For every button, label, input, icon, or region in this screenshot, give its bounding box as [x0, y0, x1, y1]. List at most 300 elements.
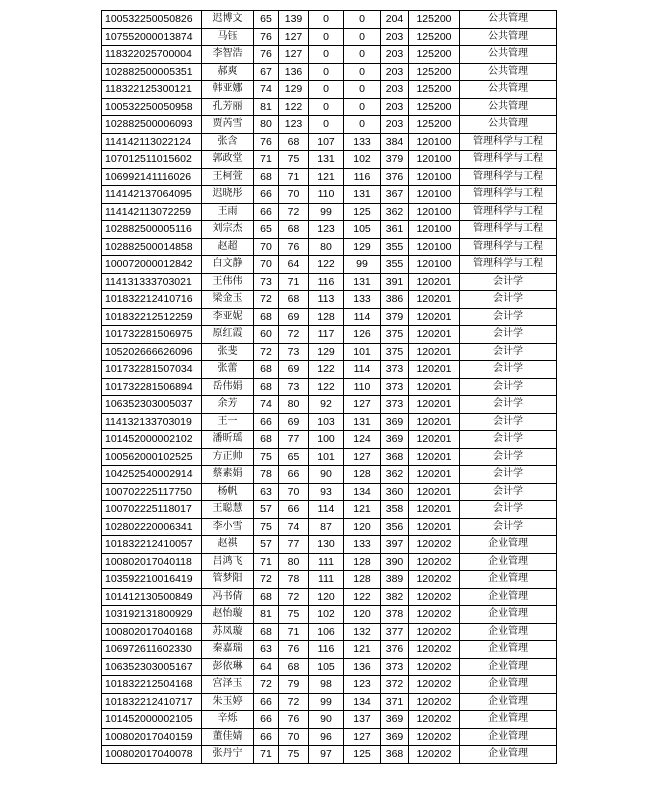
name-cell: 彭依琳 [202, 658, 254, 676]
subject2-score-cell: 120 [344, 606, 381, 624]
subject2-score-cell: 0 [344, 11, 381, 29]
subject1-score-cell: 121 [309, 168, 344, 186]
exam-id-cell: 101732281507034 [102, 361, 202, 379]
major-name-cell: 企业管理 [460, 658, 557, 676]
subject2-score-cell: 131 [344, 186, 381, 204]
major-name-cell: 管理科学与工程 [460, 238, 557, 256]
subject2-score-cell: 121 [344, 501, 381, 519]
subject2-score-cell: 0 [344, 46, 381, 64]
politics-score-cell: 66 [254, 203, 279, 221]
politics-score-cell: 74 [254, 81, 279, 99]
exam-id-cell: 101452000002102 [102, 431, 202, 449]
foreign-language-score-cell: 72 [279, 326, 309, 344]
total-score-cell: 373 [381, 396, 409, 414]
foreign-language-score-cell: 77 [279, 536, 309, 554]
major-name-cell: 管理科学与工程 [460, 133, 557, 151]
subject1-score-cell: 116 [309, 641, 344, 659]
total-score-cell: 203 [381, 98, 409, 116]
table-row [102, 588, 557, 606]
table-row [102, 483, 557, 501]
subject1-score-cell: 97 [309, 746, 344, 764]
name-cell: 潘昕瑶 [202, 431, 254, 449]
major-name-cell: 会计学 [460, 326, 557, 344]
major-name-cell: 企业管理 [460, 676, 557, 694]
table-row [102, 606, 557, 624]
foreign-language-score-cell: 69 [279, 413, 309, 431]
foreign-language-score-cell: 136 [279, 63, 309, 81]
major-name-cell: 企业管理 [460, 711, 557, 729]
subject2-score-cell: 134 [344, 693, 381, 711]
name-cell: 赵超 [202, 238, 254, 256]
total-score-cell: 362 [381, 203, 409, 221]
major-code-cell: 120100 [409, 256, 460, 274]
major-name-cell: 会计学 [460, 361, 557, 379]
major-code-cell: 120202 [409, 641, 460, 659]
total-score-cell: 373 [381, 361, 409, 379]
total-score-cell: 355 [381, 238, 409, 256]
major-code-cell: 120202 [409, 693, 460, 711]
major-name-cell: 企业管理 [460, 536, 557, 554]
foreign-language-score-cell: 73 [279, 378, 309, 396]
name-cell: 蔡素娟 [202, 466, 254, 484]
politics-score-cell: 68 [254, 378, 279, 396]
major-name-cell: 企业管理 [460, 606, 557, 624]
major-name-cell: 公共管理 [460, 116, 557, 134]
major-name-cell: 企业管理 [460, 728, 557, 746]
foreign-language-score-cell: 73 [279, 343, 309, 361]
major-code-cell: 120202 [409, 676, 460, 694]
major-code-cell: 120201 [409, 396, 460, 414]
politics-score-cell: 67 [254, 63, 279, 81]
major-name-cell: 管理科学与工程 [460, 186, 557, 204]
politics-score-cell: 64 [254, 658, 279, 676]
major-name-cell: 企业管理 [460, 553, 557, 571]
subject2-score-cell: 127 [344, 448, 381, 466]
major-code-cell: 120100 [409, 203, 460, 221]
exam-id-cell: 101832212504168 [102, 676, 202, 694]
politics-score-cell: 74 [254, 396, 279, 414]
total-score-cell: 379 [381, 151, 409, 169]
exam-id-cell: 100702225118017 [102, 501, 202, 519]
exam-id-cell: 103192131800929 [102, 606, 202, 624]
name-cell: 李小雪 [202, 518, 254, 536]
foreign-language-score-cell: 68 [279, 658, 309, 676]
subject2-score-cell: 116 [344, 168, 381, 186]
politics-score-cell: 76 [254, 133, 279, 151]
exam-id-cell: 100802017040168 [102, 623, 202, 641]
name-cell: 张蕾 [202, 361, 254, 379]
major-name-cell: 企业管理 [460, 641, 557, 659]
foreign-language-score-cell: 66 [279, 501, 309, 519]
politics-score-cell: 72 [254, 676, 279, 694]
foreign-language-score-cell: 72 [279, 588, 309, 606]
foreign-language-score-cell: 76 [279, 641, 309, 659]
foreign-language-score-cell: 76 [279, 711, 309, 729]
table-row [102, 116, 557, 134]
table-row [102, 361, 557, 379]
subject1-score-cell: 0 [309, 28, 344, 46]
major-name-cell: 企业管理 [460, 571, 557, 589]
exam-id-cell: 114142113072259 [102, 203, 202, 221]
politics-score-cell: 65 [254, 221, 279, 239]
major-code-cell: 120201 [409, 518, 460, 536]
major-code-cell: 120201 [409, 343, 460, 361]
politics-score-cell: 68 [254, 308, 279, 326]
exam-id-cell: 104252540002914 [102, 466, 202, 484]
foreign-language-score-cell: 66 [279, 466, 309, 484]
name-cell: 白文静 [202, 256, 254, 274]
subject1-score-cell: 102 [309, 606, 344, 624]
major-name-cell: 管理科学与工程 [460, 151, 557, 169]
name-cell: 董佳婧 [202, 728, 254, 746]
name-cell: 郭政堂 [202, 151, 254, 169]
politics-score-cell: 65 [254, 11, 279, 29]
total-score-cell: 389 [381, 571, 409, 589]
table-row [102, 448, 557, 466]
major-code-cell: 120100 [409, 151, 460, 169]
subject2-score-cell: 122 [344, 588, 381, 606]
foreign-language-score-cell: 122 [279, 98, 309, 116]
politics-score-cell: 73 [254, 273, 279, 291]
total-score-cell: 376 [381, 641, 409, 659]
table-row [102, 501, 557, 519]
foreign-language-score-cell: 64 [279, 256, 309, 274]
total-score-cell: 355 [381, 256, 409, 274]
foreign-language-score-cell: 75 [279, 746, 309, 764]
politics-score-cell: 71 [254, 746, 279, 764]
major-code-cell: 120202 [409, 571, 460, 589]
subject1-score-cell: 111 [309, 571, 344, 589]
foreign-language-score-cell: 68 [279, 291, 309, 309]
subject2-score-cell: 102 [344, 151, 381, 169]
subject2-score-cell: 114 [344, 361, 381, 379]
subject2-score-cell: 134 [344, 483, 381, 501]
subject2-score-cell: 110 [344, 378, 381, 396]
total-score-cell: 362 [381, 466, 409, 484]
total-score-cell: 373 [381, 378, 409, 396]
politics-score-cell: 81 [254, 98, 279, 116]
subject1-score-cell: 99 [309, 203, 344, 221]
major-code-cell: 120100 [409, 168, 460, 186]
foreign-language-score-cell: 74 [279, 518, 309, 536]
major-code-cell: 120100 [409, 238, 460, 256]
table-row [102, 343, 557, 361]
major-code-cell: 120201 [409, 308, 460, 326]
subject2-score-cell: 137 [344, 711, 381, 729]
exam-id-cell: 114142137064095 [102, 186, 202, 204]
subject1-score-cell: 0 [309, 116, 344, 134]
major-code-cell: 125200 [409, 28, 460, 46]
subject2-score-cell: 131 [344, 413, 381, 431]
total-score-cell: 379 [381, 308, 409, 326]
politics-score-cell: 66 [254, 693, 279, 711]
name-cell: 原红霞 [202, 326, 254, 344]
table-body [102, 11, 557, 764]
major-code-cell: 120202 [409, 553, 460, 571]
major-code-cell: 120202 [409, 746, 460, 764]
foreign-language-score-cell: 70 [279, 728, 309, 746]
foreign-language-score-cell: 70 [279, 186, 309, 204]
major-code-cell: 120202 [409, 728, 460, 746]
table-row [102, 133, 557, 151]
subject1-score-cell: 130 [309, 536, 344, 554]
politics-score-cell: 68 [254, 623, 279, 641]
subject1-score-cell: 0 [309, 63, 344, 81]
major-name-cell: 公共管理 [460, 11, 557, 29]
table-row [102, 378, 557, 396]
major-code-cell: 125200 [409, 63, 460, 81]
subject2-score-cell: 132 [344, 623, 381, 641]
exam-id-cell: 100072000012842 [102, 256, 202, 274]
politics-score-cell: 76 [254, 46, 279, 64]
name-cell: 方正帅 [202, 448, 254, 466]
table-row [102, 203, 557, 221]
name-cell: 梁金玉 [202, 291, 254, 309]
table-row [102, 693, 557, 711]
subject2-score-cell: 131 [344, 273, 381, 291]
table-row [102, 28, 557, 46]
name-cell: 李智浩 [202, 46, 254, 64]
politics-score-cell: 71 [254, 553, 279, 571]
foreign-language-score-cell: 70 [279, 483, 309, 501]
total-score-cell: 203 [381, 63, 409, 81]
exam-id-cell: 106992141116026 [102, 168, 202, 186]
politics-score-cell: 60 [254, 326, 279, 344]
foreign-language-score-cell: 78 [279, 571, 309, 589]
table-row [102, 711, 557, 729]
total-score-cell: 203 [381, 116, 409, 134]
total-score-cell: 369 [381, 728, 409, 746]
name-cell: 李亚妮 [202, 308, 254, 326]
subject1-score-cell: 98 [309, 676, 344, 694]
politics-score-cell: 68 [254, 168, 279, 186]
subject2-score-cell: 133 [344, 133, 381, 151]
table-row [102, 273, 557, 291]
subject1-score-cell: 111 [309, 553, 344, 571]
major-code-cell: 120202 [409, 623, 460, 641]
exam-id-cell: 100802017040078 [102, 746, 202, 764]
subject2-score-cell: 120 [344, 518, 381, 536]
table-row [102, 11, 557, 29]
name-cell: 赵祺 [202, 536, 254, 554]
major-name-cell: 企业管理 [460, 588, 557, 606]
exam-id-cell: 102802220006341 [102, 518, 202, 536]
exam-id-cell: 106972611602330 [102, 641, 202, 659]
name-cell: 迟博文 [202, 11, 254, 29]
name-cell: 刘宗杰 [202, 221, 254, 239]
total-score-cell: 203 [381, 81, 409, 99]
major-name-cell: 企业管理 [460, 623, 557, 641]
foreign-language-score-cell: 71 [279, 168, 309, 186]
table-row [102, 308, 557, 326]
major-name-cell: 会计学 [460, 448, 557, 466]
exam-id-cell: 100802017040159 [102, 728, 202, 746]
exam-id-cell: 118322125300121 [102, 81, 202, 99]
total-score-cell: 367 [381, 186, 409, 204]
subject1-score-cell: 0 [309, 46, 344, 64]
subject2-score-cell: 99 [344, 256, 381, 274]
table-row [102, 256, 557, 274]
total-score-cell: 391 [381, 273, 409, 291]
foreign-language-score-cell: 69 [279, 361, 309, 379]
subject1-score-cell: 107 [309, 133, 344, 151]
name-cell: 苏凤璇 [202, 623, 254, 641]
politics-score-cell: 68 [254, 361, 279, 379]
exam-id-cell: 100532250050826 [102, 11, 202, 29]
name-cell: 韩亚娜 [202, 81, 254, 99]
politics-score-cell: 78 [254, 466, 279, 484]
politics-score-cell: 76 [254, 28, 279, 46]
subject1-score-cell: 110 [309, 186, 344, 204]
name-cell: 管梦阳 [202, 571, 254, 589]
subject1-score-cell: 92 [309, 396, 344, 414]
major-name-cell: 公共管理 [460, 28, 557, 46]
exam-id-cell: 100562000102525 [102, 448, 202, 466]
politics-score-cell: 70 [254, 238, 279, 256]
exam-id-cell: 101832212512259 [102, 308, 202, 326]
foreign-language-score-cell: 80 [279, 553, 309, 571]
table-row [102, 676, 557, 694]
total-score-cell: 372 [381, 676, 409, 694]
subject1-score-cell: 90 [309, 711, 344, 729]
major-name-cell: 会计学 [460, 501, 557, 519]
major-code-cell: 120201 [409, 466, 460, 484]
name-cell: 辛烁 [202, 711, 254, 729]
name-cell: 余芳 [202, 396, 254, 414]
politics-score-cell: 70 [254, 256, 279, 274]
major-code-cell: 120201 [409, 361, 460, 379]
foreign-language-score-cell: 139 [279, 11, 309, 29]
foreign-language-score-cell: 71 [279, 623, 309, 641]
politics-score-cell: 63 [254, 483, 279, 501]
name-cell: 秦嘉瑞 [202, 641, 254, 659]
politics-score-cell: 57 [254, 501, 279, 519]
name-cell: 张含 [202, 133, 254, 151]
subject1-score-cell: 93 [309, 483, 344, 501]
foreign-language-score-cell: 65 [279, 448, 309, 466]
foreign-language-score-cell: 127 [279, 28, 309, 46]
total-score-cell: 382 [381, 588, 409, 606]
subject1-score-cell: 80 [309, 238, 344, 256]
subject1-score-cell: 114 [309, 501, 344, 519]
total-score-cell: 203 [381, 28, 409, 46]
exam-id-cell: 105202666626096 [102, 343, 202, 361]
subject2-score-cell: 105 [344, 221, 381, 239]
table-row [102, 46, 557, 64]
subject2-score-cell: 124 [344, 431, 381, 449]
total-score-cell: 204 [381, 11, 409, 29]
table-row [102, 396, 557, 414]
politics-score-cell: 68 [254, 588, 279, 606]
exam-id-cell: 102882500005116 [102, 221, 202, 239]
subject2-score-cell: 121 [344, 641, 381, 659]
major-name-cell: 会计学 [460, 273, 557, 291]
subject2-score-cell: 127 [344, 728, 381, 746]
politics-score-cell: 66 [254, 186, 279, 204]
subject1-score-cell: 90 [309, 466, 344, 484]
total-score-cell: 384 [381, 133, 409, 151]
major-name-cell: 会计学 [460, 483, 557, 501]
major-name-cell: 会计学 [460, 396, 557, 414]
foreign-language-score-cell: 72 [279, 203, 309, 221]
foreign-language-score-cell: 76 [279, 238, 309, 256]
major-code-cell: 120202 [409, 711, 460, 729]
subject1-score-cell: 0 [309, 11, 344, 29]
major-name-cell: 会计学 [460, 378, 557, 396]
major-name-cell: 会计学 [460, 431, 557, 449]
major-name-cell: 公共管理 [460, 63, 557, 81]
table-row [102, 413, 557, 431]
table-row [102, 728, 557, 746]
subject2-score-cell: 128 [344, 466, 381, 484]
table-row [102, 151, 557, 169]
name-cell: 朱玉婷 [202, 693, 254, 711]
major-code-cell: 120201 [409, 413, 460, 431]
politics-score-cell: 72 [254, 571, 279, 589]
subject2-score-cell: 0 [344, 63, 381, 81]
subject1-score-cell: 128 [309, 308, 344, 326]
table-row [102, 326, 557, 344]
subject1-score-cell: 116 [309, 273, 344, 291]
politics-score-cell: 72 [254, 343, 279, 361]
major-code-cell: 125200 [409, 46, 460, 64]
subject1-score-cell: 129 [309, 343, 344, 361]
subject1-score-cell: 113 [309, 291, 344, 309]
subject1-score-cell: 122 [309, 361, 344, 379]
major-name-cell: 会计学 [460, 466, 557, 484]
major-name-cell: 管理科学与工程 [460, 221, 557, 239]
total-score-cell: 369 [381, 413, 409, 431]
major-code-cell: 120202 [409, 606, 460, 624]
foreign-language-score-cell: 75 [279, 151, 309, 169]
subject2-score-cell: 0 [344, 81, 381, 99]
exam-id-cell: 101412130500849 [102, 588, 202, 606]
politics-score-cell: 72 [254, 291, 279, 309]
major-name-cell: 管理科学与工程 [460, 168, 557, 186]
subject2-score-cell: 133 [344, 536, 381, 554]
name-cell: 张斐 [202, 343, 254, 361]
total-score-cell: 377 [381, 623, 409, 641]
total-score-cell: 376 [381, 168, 409, 186]
subject1-score-cell: 0 [309, 98, 344, 116]
major-code-cell: 125200 [409, 81, 460, 99]
table-row [102, 466, 557, 484]
politics-score-cell: 66 [254, 413, 279, 431]
subject1-score-cell: 100 [309, 431, 344, 449]
table-row [102, 518, 557, 536]
subject1-score-cell: 122 [309, 256, 344, 274]
major-name-cell: 公共管理 [460, 98, 557, 116]
major-name-cell: 公共管理 [460, 46, 557, 64]
total-score-cell: 361 [381, 221, 409, 239]
foreign-language-score-cell: 68 [279, 221, 309, 239]
major-name-cell: 企业管理 [460, 746, 557, 764]
table-row [102, 553, 557, 571]
total-score-cell: 375 [381, 343, 409, 361]
subject2-score-cell: 114 [344, 308, 381, 326]
total-score-cell: 203 [381, 46, 409, 64]
foreign-language-score-cell: 79 [279, 676, 309, 694]
exam-id-cell: 107012511015602 [102, 151, 202, 169]
name-cell: 王伟伟 [202, 273, 254, 291]
subject2-score-cell: 127 [344, 396, 381, 414]
exam-id-cell: 100802017040118 [102, 553, 202, 571]
subject1-score-cell: 117 [309, 326, 344, 344]
major-name-cell: 公共管理 [460, 81, 557, 99]
subject1-score-cell: 99 [309, 693, 344, 711]
name-cell: 王柯萱 [202, 168, 254, 186]
name-cell: 王一 [202, 413, 254, 431]
